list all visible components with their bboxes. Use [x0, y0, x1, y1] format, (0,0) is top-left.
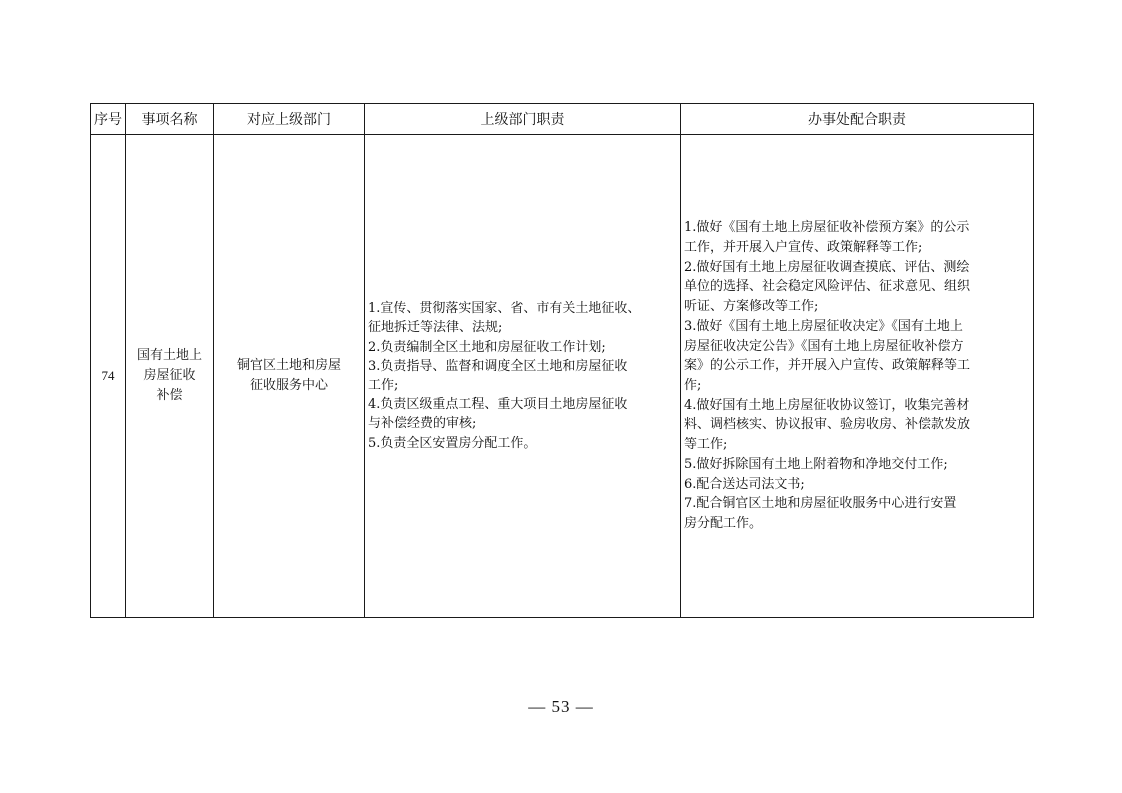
superior-duty-line: 2.负责编制全区土地和房屋征收工作计划; [368, 339, 606, 355]
office-duty-line: 听证、方案修改等工作; [684, 299, 819, 315]
office-duty-line: 1.做好《国有土地上房屋征收补偿预方案》的公示 [684, 220, 970, 236]
cell-num: 74 [91, 135, 126, 618]
name-line: 房屋征收 [143, 368, 196, 383]
office-duty-line: 单位的选择、社会稳定风险评估、征求意见、组织 [684, 279, 971, 295]
dept-line: 铜官区土地和房屋 [236, 358, 341, 373]
cell-dept [214, 135, 365, 618]
office-duty-line: 4.做好国有土地上房屋征收协议签订，收集完善材 [684, 397, 970, 413]
office-duty-line: 7.配合铜官区土地和房屋征收服务中心进行安置 [684, 496, 957, 512]
office-duty-line: 案》的公示工作，并开展入户宣传、政策解释等工 [684, 358, 971, 374]
name-line: 补偿 [156, 388, 183, 403]
superior-duty-line: 1.宣传、贯彻落实国家、省、市有关土地征收、 [368, 301, 641, 317]
office-duty-line: 料、调档核实、协议报审、验房收房、补偿款发放 [684, 417, 971, 433]
name-lines [126, 346, 213, 406]
cell-superior-duties [365, 135, 681, 618]
table-row [91, 135, 1034, 618]
superior-duty-line: 3.负责指导、监督和调度全区土地和房屋征收 [368, 358, 628, 374]
office-duty-line: 6.配合送达司法文书; [684, 476, 805, 492]
superior-duty-list [365, 299, 680, 453]
duty-table [90, 103, 1034, 618]
office-duty-line: 工作，并开展入户宣传、政策解释等工作; [684, 240, 923, 256]
header-dept: 对应上级部门 [214, 104, 365, 135]
cell-office-duties [681, 135, 1034, 618]
header-num: 序号 [91, 104, 126, 135]
header-superior-duties: 上级部门职责 [365, 104, 681, 135]
superior-duty-line: 4.负责区级重点工程、重大项目土地房屋征收 [368, 397, 628, 413]
dept-line: 征收服务中心 [249, 378, 328, 393]
office-duty-list [681, 218, 1033, 533]
office-duty-line: 3.做好《国有土地上房屋征收决定》《国有土地上 [684, 318, 963, 334]
superior-duty-line: 征地拆迁等法律、法规; [368, 320, 503, 336]
office-duty-line: 作; [684, 378, 702, 393]
superior-duty-line: 工作; [368, 378, 399, 393]
office-duty-line: 房分配工作。 [684, 515, 763, 531]
table-header-row [91, 104, 1034, 135]
office-duty-line: 5.做好拆除国有土地上附着物和净地交付工作; [684, 456, 948, 472]
superior-duty-line: 5.负责全区安置房分配工作。 [368, 435, 537, 451]
superior-duty-line: 与补偿经费的审核; [368, 416, 477, 432]
office-duty-line: 等工作; [684, 437, 728, 453]
dept-lines [214, 356, 364, 396]
office-duty-line: 2.做好国有土地上房屋征收调查摸底、评估、测绘 [684, 259, 970, 275]
cell-name [126, 135, 214, 618]
header-office-duties: 办事处配合职责 [681, 104, 1034, 135]
page-number: — 53 — [528, 697, 594, 716]
name-line: 国有土地上 [136, 348, 202, 363]
office-duty-line: 房屋征收决定公告》《国有土地上房屋征收补偿方 [684, 338, 964, 354]
header-name: 事项名称 [126, 104, 214, 135]
